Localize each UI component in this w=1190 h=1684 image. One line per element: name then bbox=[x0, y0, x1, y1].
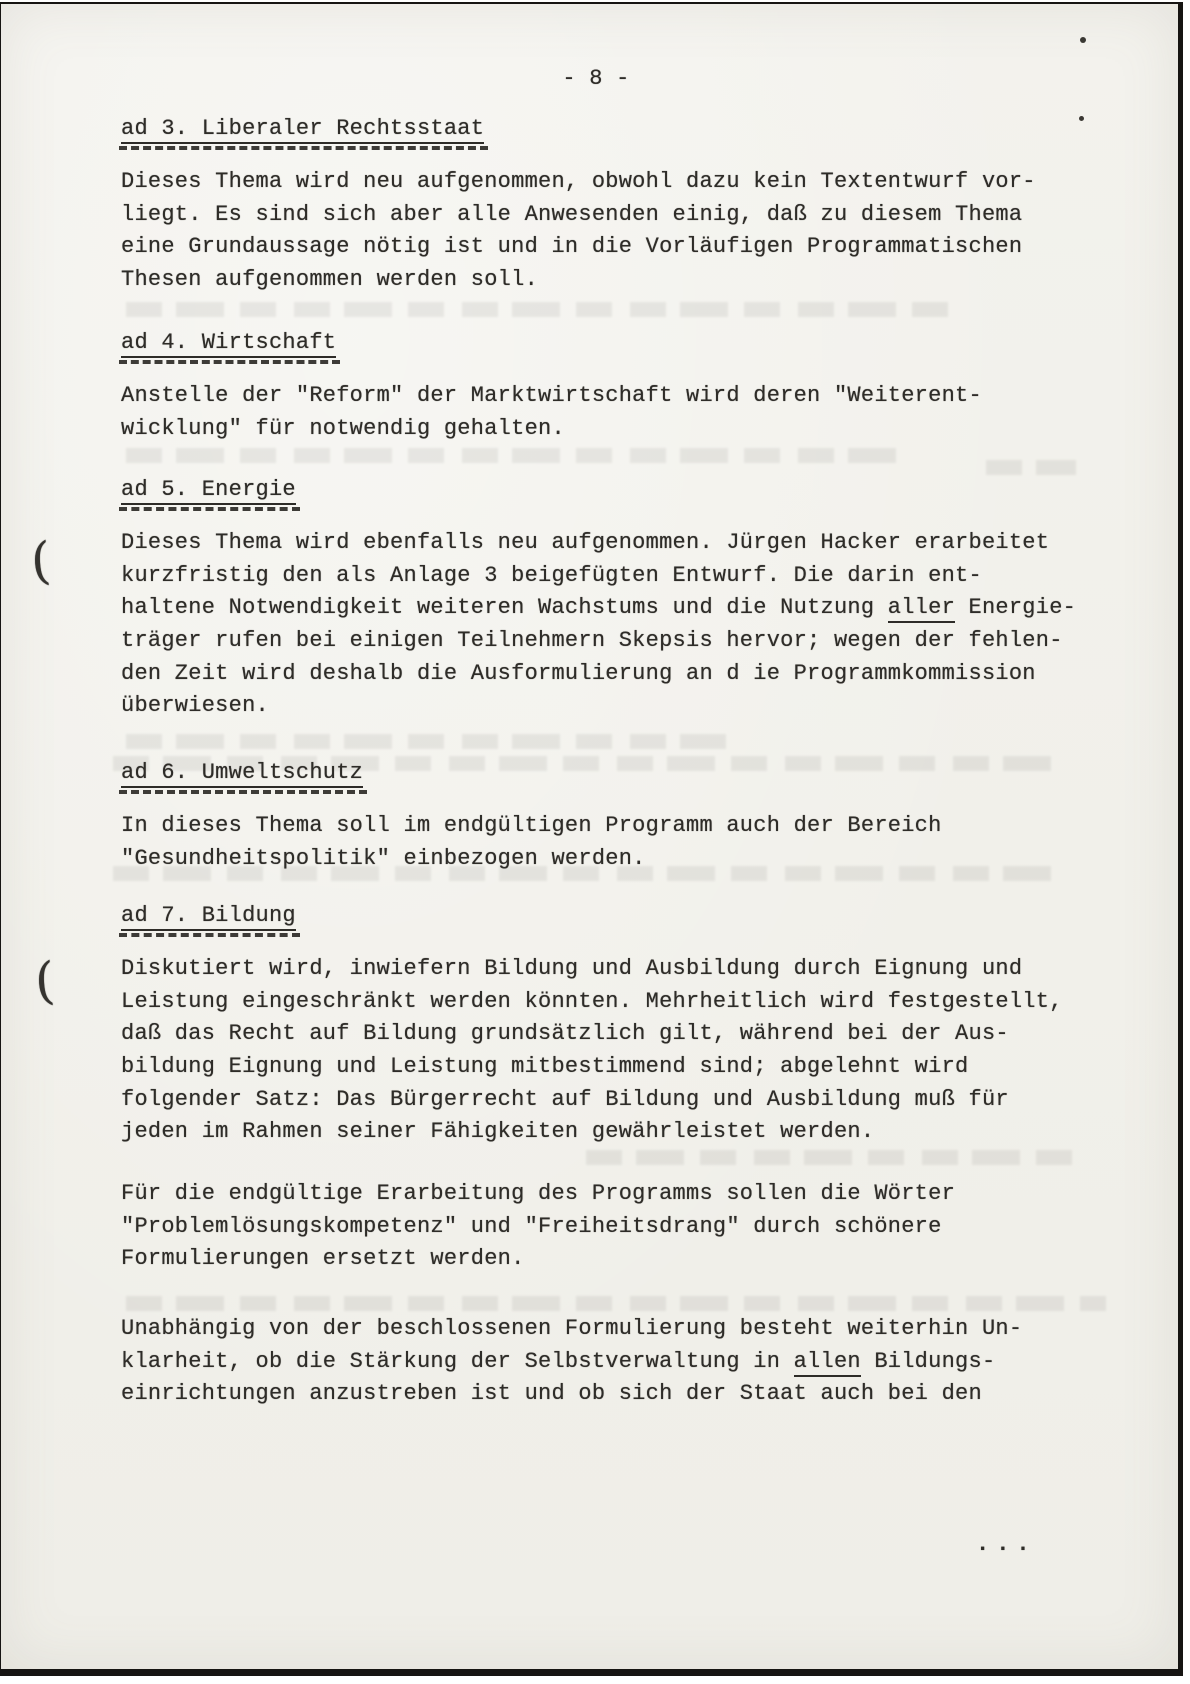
scan-speck bbox=[1080, 37, 1086, 43]
section-ad6-umweltschutz bbox=[121, 760, 1088, 875]
closing-paragraph-2 bbox=[121, 1313, 1088, 1411]
text-line: kurzfristig den als Anlage 3 beigefügten Entwurf. Die darin ent- bbox=[121, 562, 982, 588]
text-line: eine Grundaussage nötig ist und in die Vorläufigen Programmatischen bbox=[121, 234, 1023, 260]
text-line: daß das Recht auf Bildung grundsätzlich gilt, während bei der Aus- bbox=[121, 1021, 1009, 1047]
section-ad4-wirtschaft bbox=[121, 330, 1088, 445]
text-line: Formulierungen ersetzt werden. bbox=[121, 1246, 525, 1272]
text-line: Diskutiert wird, inwiefern Bildung und Ausbildung durch Eignung und bbox=[121, 956, 1023, 981]
section-heading: ad 5. Energie bbox=[121, 477, 296, 505]
text-line: wicklung" für notwendig gehalten. bbox=[121, 415, 565, 441]
text-line: folgender Satz: Das Bürgerrecht auf Bildung und Ausbildung muß für bbox=[121, 1086, 1009, 1112]
text-line: "Problemlösungskompetenz" und "Freiheitsdrang" durch schönere bbox=[121, 1213, 942, 1239]
text-line bbox=[121, 592, 1088, 625]
text-line: einrichtungen anzustreben ist und ob sich der Staat auch bei den bbox=[121, 1381, 982, 1407]
section-heading: ad 3. Liberaler Rechtsstaat bbox=[121, 116, 484, 144]
page-number: - 8 - bbox=[562, 66, 630, 91]
bleed-through-artifact bbox=[126, 448, 896, 463]
section-heading: ad 4. Wirtschaft bbox=[121, 330, 336, 358]
text-line: liegt. Es sind sich aber alle Anwesenden einig, daß zu diesem Thema bbox=[121, 201, 1023, 227]
text-line: "Gesundheitspolitik" einbezogen werden. bbox=[121, 845, 646, 871]
text-line: Thesen aufgenommen werden soll. bbox=[121, 267, 539, 293]
text-line: Unabhängig von der beschlossenen Formulierung besteht weiterhin Un- bbox=[121, 1316, 1023, 1341]
text-line: Dieses Thema wird neu aufgenommen, obwohl dazu kein Textentwurf vor- bbox=[121, 169, 1036, 194]
text-line: Für die endgültige Erarbeitung des Programms sollen die Wörter bbox=[121, 1181, 956, 1206]
text-line: In dieses Thema soll im endgültigen Programm auch der Bereich bbox=[121, 813, 942, 838]
section-ad5-energie bbox=[121, 477, 1088, 723]
text-segment: Bildungs- bbox=[860, 1348, 996, 1374]
text-line: überwiesen. bbox=[121, 693, 269, 719]
text-line: bildung Eignung und Leistung mitbestimmend sind; abgelehnt wird bbox=[121, 1054, 969, 1080]
text-line: Anstelle der "Reform" der Marktwirtschaft wird deren "Weiterent- bbox=[121, 383, 982, 408]
page-content bbox=[1, 4, 1178, 1669]
paragraph bbox=[121, 380, 1088, 445]
bleed-through-artifact bbox=[986, 460, 1076, 475]
paragraph bbox=[121, 166, 1088, 297]
section-heading: ad 6. Umweltschutz bbox=[121, 760, 363, 788]
text-segment: haltene Notwendigkeit weiteren Wachstums und die Nutzung bbox=[121, 595, 888, 621]
paragraph bbox=[121, 810, 1088, 875]
section-ad7-bildung bbox=[121, 903, 1088, 1149]
bleed-through-artifact bbox=[586, 1150, 1086, 1165]
paragraph bbox=[121, 953, 1088, 1149]
text-segment: Energie- bbox=[955, 595, 1077, 621]
text-line: den Zeit wird deshalb die Ausformulierung an d ie Programmkommission bbox=[121, 660, 1036, 686]
continuation-dots: ... bbox=[976, 1532, 1037, 1557]
text-line: Dieses Thema wird ebenfalls neu aufgenommen. Jürgen Hacker erarbeitet bbox=[121, 530, 1050, 555]
underlined-word: allen bbox=[794, 1349, 861, 1377]
underlined-word: aller bbox=[888, 595, 955, 623]
margin-annotation-mark: ( bbox=[29, 531, 53, 591]
section-ad3-liberaler-rechtsstaat bbox=[121, 116, 1088, 297]
text-line: Leistung eingeschränkt werden könnten. Mehrheitlich wird festgestellt, bbox=[121, 988, 1063, 1014]
text-line bbox=[121, 1346, 1088, 1379]
paragraph bbox=[121, 527, 1088, 723]
bleed-through-artifact bbox=[126, 1296, 1106, 1311]
paper-sheet bbox=[0, 2, 1183, 1676]
closing-paragraph-1 bbox=[121, 1178, 1088, 1276]
text-line: träger rufen bei einigen Teilnehmern Skepsis hervor; wegen der fehlen- bbox=[121, 628, 1063, 654]
bleed-through-artifact bbox=[126, 734, 726, 749]
text-segment: klarheit, ob die Stärkung der Selbstverwaltung in bbox=[121, 1348, 794, 1374]
section-heading: ad 7. Bildung bbox=[121, 903, 296, 931]
text-line: jeden im Rahmen seiner Fähigkeiten gewährleistet werden. bbox=[121, 1119, 875, 1145]
bleed-through-artifact bbox=[126, 302, 966, 317]
margin-annotation-mark: ( bbox=[33, 951, 57, 1011]
